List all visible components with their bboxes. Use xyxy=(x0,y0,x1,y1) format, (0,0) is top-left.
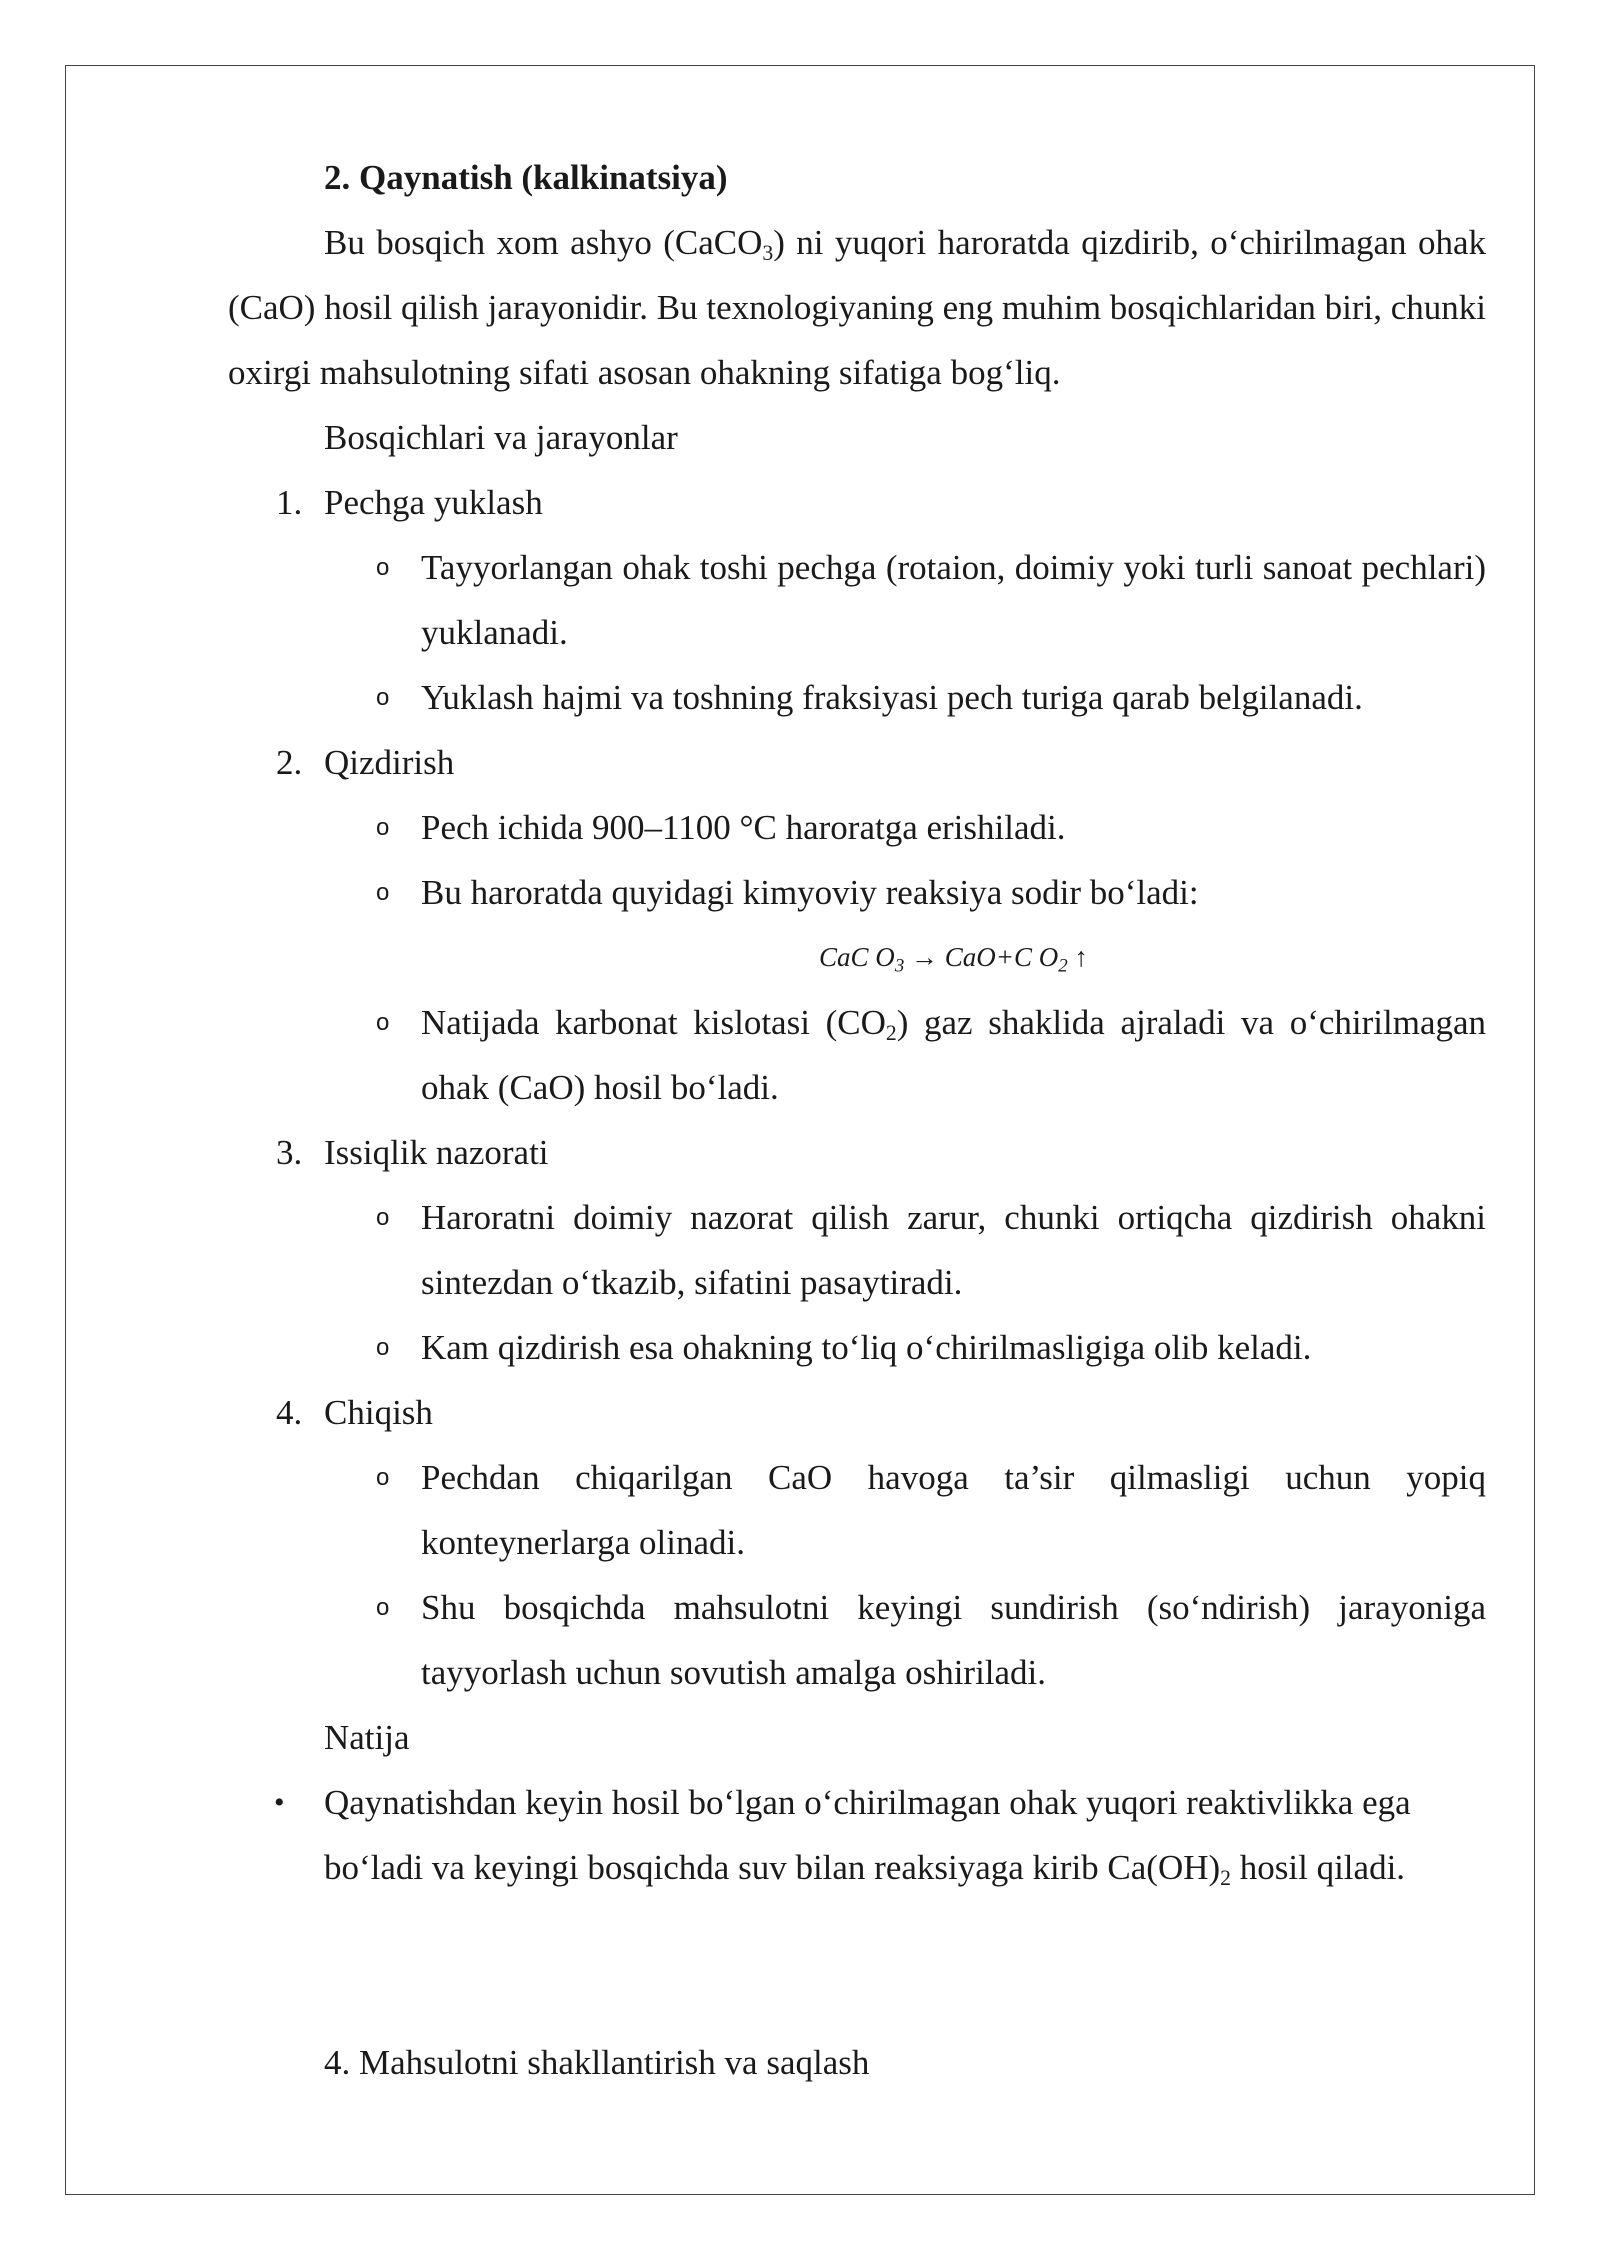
list-item: o Haroratni doimiy nazorat qilish zarur, chunki ortiqcha qizdirish ohakni sintezdan o‘tkazib, sifatini pasaytiradi. xyxy=(228,1185,1486,1315)
step-3-items xyxy=(228,1185,1486,1380)
step-number: 3. xyxy=(276,1133,303,1172)
bullet-dot-icon: • xyxy=(274,1786,285,1819)
bullet-icon: o xyxy=(376,814,390,841)
step-title: Qizdirish xyxy=(324,743,455,782)
bullet-icon: o xyxy=(376,1009,390,1036)
list-item: o Pech ichida 900–1100 °C haroratga erishiladi. xyxy=(228,795,1486,860)
step-number: 1. xyxy=(276,483,303,522)
bullet-icon: o xyxy=(376,684,390,711)
bullet-icon: o xyxy=(376,1464,390,1491)
step-1-items xyxy=(228,535,1486,730)
step-number: 2. xyxy=(276,743,303,782)
list-item: o Yuklash hajmi va toshning fraksiyasi pech turiga qarab belgilanadi. xyxy=(228,665,1486,730)
section-title: 2. Qaynatish (kalkinatsiya) xyxy=(324,158,728,197)
bullet-icon: o xyxy=(376,1204,390,1231)
list-item: o Bu haroratda quyidagi kimyoviy reaksiya sodir bo‘ladi: xyxy=(228,860,1486,925)
step-1 xyxy=(228,470,1486,535)
list-item: o Tayyorlangan ohak toshi pechga (rotaion, doimiy yoki turli sanoat pechlari) yuklanadi. xyxy=(228,535,1486,665)
step-title: Issiqlik nazorati xyxy=(324,1133,549,1172)
bullet-icon: o xyxy=(376,1334,390,1361)
list-item: o Natijada karbonat kislotasi $(CO_2)$ gaz shaklida ajraladi va o‘chirilmagan ohak (CaO) hosil bo‘ladi. xyxy=(228,990,1486,1120)
bullet-icon: o xyxy=(376,554,390,581)
list-item: o Kam qizdirish esa ohakning to‘liq o‘chirilmasligiga olib keladi. xyxy=(228,1315,1486,1380)
subheading: Bosqichlari va jarayonlar xyxy=(324,418,678,457)
step-title: Pechga yuklash xyxy=(324,483,543,522)
result-heading: Natija xyxy=(324,1718,410,1757)
step-title: Chiqish xyxy=(324,1393,433,1432)
spacer xyxy=(228,1900,1486,2030)
step-4-items xyxy=(228,1445,1486,1705)
bullet-icon: o xyxy=(376,1594,390,1621)
document-body xyxy=(228,145,1486,2095)
intro-paragraph: Bu bosqich xom ashyo (CaCO$_3$) ni yuqori haroratda qizdirib, o‘chirilmagan ohak (CaO) hosil qilish jarayonidir. Bu texnologiyaning eng muhim bosqichlaridan biri, chunki oxirgi mahsulotning sifati asosan ohakning sifatiga bog‘liq. xyxy=(228,223,1486,392)
bullet-icon: o xyxy=(376,879,390,906)
step-3 xyxy=(228,1120,1486,1185)
result-item: • Qaynatishdan keyin hosil bo‘lgan o‘chirilmagan ohak yuqori reaktivlikka ega bo‘ladi va keyingi bosqichda suv bilan reaksiyaga kirib $Ca(OH)_2$ hosil qiladi. xyxy=(228,1770,1486,1900)
list-item: o Shu bosqichda mahsulotni keyingi sundirish (so‘ndirish) jarayoniga tayyorlash uchun sovutish amalga oshiriladi. xyxy=(228,1575,1486,1705)
reaction-formula: CaC $O_3 \to CaO+C$ $O_2$ ↑ xyxy=(819,942,1088,977)
step-2 xyxy=(228,730,1486,795)
next-section-title: 4. Mahsulotni shakllantirish va saqlash xyxy=(324,2043,870,2082)
step-number: 4. xyxy=(276,1393,303,1432)
step-2-items xyxy=(228,795,1486,1120)
list-item: o Pechdan chiqarilgan CaO havoga ta’sir qilmasligi uchun yopiq konteynerlarga olinadi. xyxy=(228,1445,1486,1575)
step-4 xyxy=(228,1380,1486,1445)
